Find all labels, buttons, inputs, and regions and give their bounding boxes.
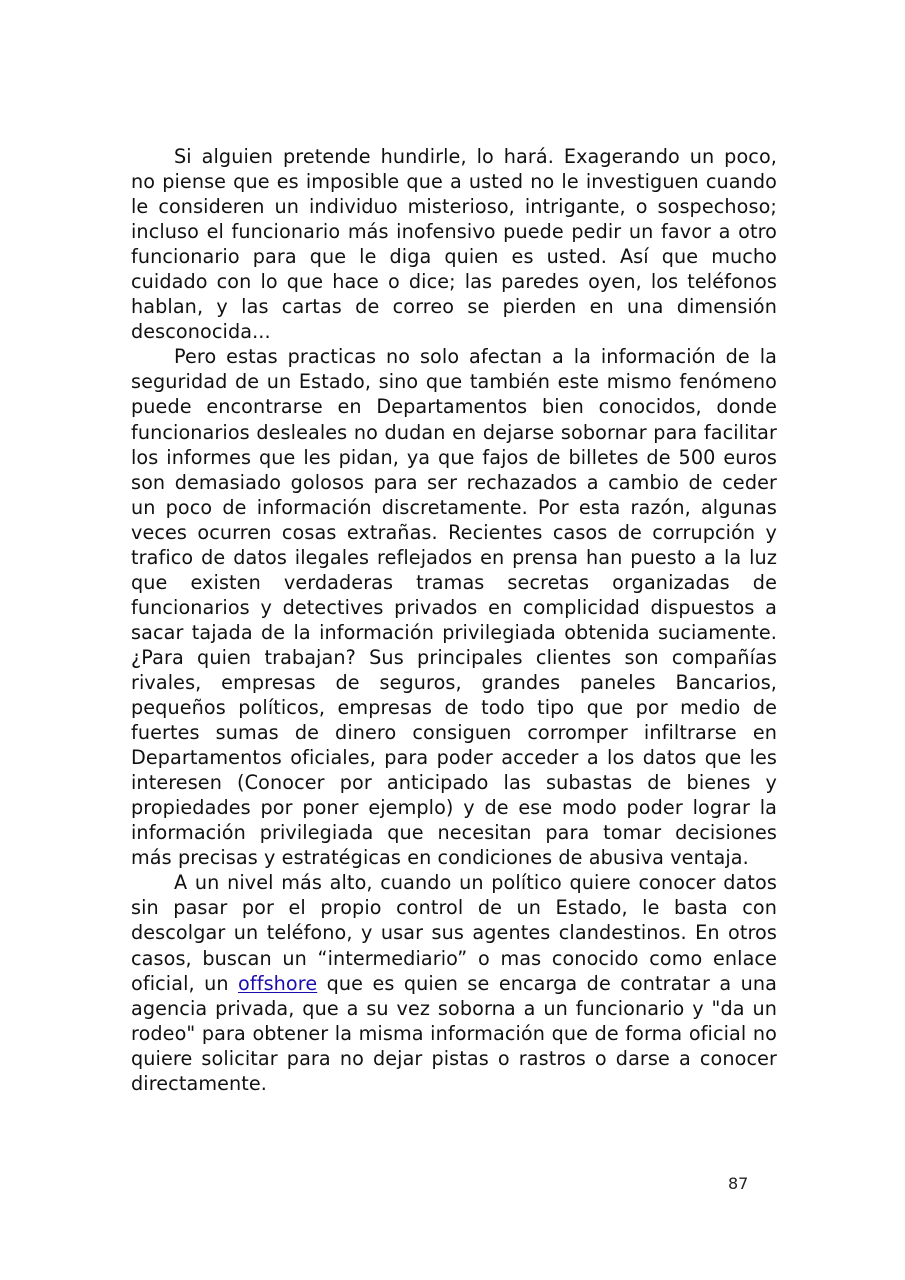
paragraph-3-text-before-link: A un nivel más alto, cuando un político quiere conocer datos sin pasar por el propio control de un Estado, le basta con descolgar un teléfono, y usar sus agentes clandestinos. En otros casos, buscan un “intermediario” o mas conocido como enlace oficial, un (131, 871, 777, 995)
paragraph-3 (131, 870, 777, 1095)
paragraph-3-text-after-link: que es quien se encarga de contratar a una agencia privada, que a su vez soborna a un funcionario y "da un rodeo" para obtener la misma información que de forma oficial no quiere solicitar para no dejar pistas o rastros o darse a conocer directamente. (131, 971, 777, 1095)
page-number: 87 (728, 1174, 749, 1193)
body-text (131, 144, 777, 1096)
paragraph-2: Pero estas practicas no solo afectan a la información de la seguridad de un Estado, sino que también este mismo fenómeno puede encontrarse en Departamentos bien conocidos, donde funcionarios desleales no dudan en dejarse sobornar para facilitar los informes que les pidan, ya que fajos de billetes de 500 euros son demasiado golosos para ser rechazados a cambio de ceder un poco de información discretamente. Por esta razón, algunas veces ocurren cosas extrañas. Recientes casos de corrupción y trafico de datos ilegales reflejados en prensa han puesto a la luz que existen verdaderas tramas secretas organizadas de funcionarios y detectives privados en complicidad dispuestos a sacar tajada de la información privilegiada obtenida suciamente. ¿Para quien trabajan? Sus principales clientes son compañías rivales, empresas de seguros, grandes paneles Bancarios, pequeños políticos, empresas de todo tipo que por medio de fuertes sumas de dinero consiguen corromper infiltrarse en Departamentos oficiales, para poder acceder a los datos que les interesen (Conocer por anticipado las subastas de bienes y propiedades por poner ejemplo) y de ese modo poder lograr la información privilegiada que necesitan para tomar decisiones más precisas y estratégicas en condiciones de abusiva ventaja. (131, 345, 777, 870)
offshore-link[interactable]: offshore (238, 971, 318, 995)
paragraph-1: Si alguien pretende hundirle, lo hará. Exagerando un poco, no piense que es imposible que a usted no le investiguen cuando le consideren un individuo misterioso, intrigante, o sospechoso; incluso el funcionario más inofensivo puede pedir un favor a otro funcionario para que le diga quien es usted. Así que mucho cuidado con lo que hace o dice; las paredes oyen, los teléfonos hablan, y las cartas de correo se pierden en una dimensión desconocida... (131, 145, 777, 344)
